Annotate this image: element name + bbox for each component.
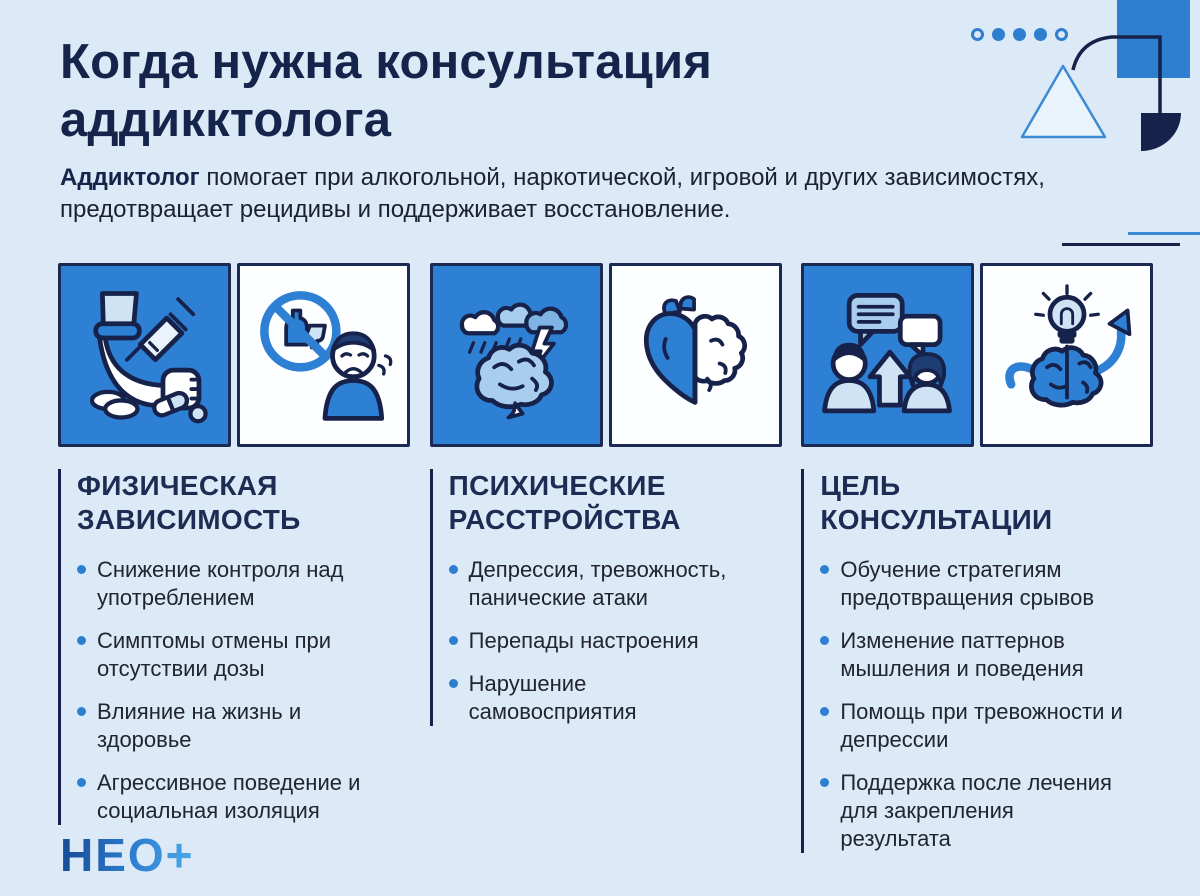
list-item (449, 556, 787, 612)
bullet-dot-icon (449, 679, 458, 688)
column-consultation-goal (801, 263, 1158, 853)
dot-outline-icon (971, 28, 984, 41)
tile-brain-bulb (980, 263, 1153, 447)
bullet-dot-icon (820, 778, 829, 787)
heading-line: ЗАВИСИМОСТЬ (77, 504, 301, 536)
bullet-dot-icon (449, 636, 458, 645)
column-heading (77, 469, 415, 537)
tile-row (801, 263, 1158, 447)
tile-storm-brain (430, 263, 603, 447)
column-heading (449, 469, 787, 537)
column-physical-dependence (58, 263, 415, 853)
list-item (77, 769, 415, 825)
list-item (77, 556, 415, 612)
bullet-list (77, 556, 415, 825)
column-mental-disorders (430, 263, 787, 853)
intro-term: Аддиктолог (60, 164, 200, 191)
decor-line-light (1128, 232, 1200, 235)
list-item (820, 556, 1158, 612)
heading-line: КОНСУЛЬТАЦИИ (820, 504, 1053, 536)
bullet-dot-icon (820, 565, 829, 574)
bullet-dot-icon (820, 707, 829, 716)
bullet-dot-icon (77, 636, 86, 645)
bullet-text: Снижение контроля над употреблением (97, 557, 344, 611)
decor-curved-line (1073, 37, 1160, 113)
heading-line: ФИЗИЧЕСКАЯ (77, 470, 278, 501)
bullet-dot-icon (77, 565, 86, 574)
bullet-list (820, 556, 1158, 852)
people-dialog-icon (817, 280, 959, 430)
column-text-block (801, 469, 1158, 853)
bullet-dot-icon (449, 565, 458, 574)
column-text-block (430, 469, 787, 726)
tile-heart-brain (609, 263, 782, 447)
injection-arm-icon (74, 280, 216, 430)
bullet-list (449, 556, 787, 726)
intro-text: помогает при алкогольной, наркотической, игровой и других зависимостях, предотвращает рецидивы и поддерживает восстановление. (60, 164, 1045, 224)
tile-no-alcohol (237, 263, 410, 447)
column-heading (820, 469, 1158, 537)
bullet-text: Обучение стратегиям предотвращения срывов (840, 557, 1095, 611)
tile-people-dialog (801, 263, 974, 447)
tile-row (430, 263, 787, 447)
bullet-text: Влияние на жизнь и здоровье (97, 699, 302, 752)
no-alcohol-sad-person-icon (253, 280, 395, 430)
list-item (77, 627, 415, 683)
bullet-text: Перепады настроения (468, 628, 699, 654)
columns-grid (58, 263, 1158, 853)
list-item (820, 769, 1158, 853)
list-item (77, 698, 415, 754)
intro-paragraph (60, 162, 1050, 227)
tile-row (58, 263, 415, 447)
bullet-dot-icon (77, 707, 86, 716)
bullet-text: Помощь при тревожности и депрессии (840, 699, 1123, 752)
bullet-text: Поддержка после лечения для закрепления результата (840, 769, 1112, 851)
list-item (820, 627, 1158, 683)
triangle-icon (1022, 66, 1105, 137)
column-text-block (58, 469, 415, 825)
bullet-text: Агрессивное поведение и социальная изоляция (97, 769, 361, 823)
brain-bulb-arrow-icon (996, 280, 1138, 430)
heading-line: ЦЕЛЬ (820, 470, 901, 501)
heart-brain-icon (624, 280, 766, 430)
neo-plus-logo: НЕО+ (60, 829, 195, 881)
bullet-text: Нарушение самовосприятия (468, 671, 637, 725)
list-item (820, 698, 1158, 754)
bullet-text: Изменение паттернов мышления и поведения (840, 628, 1084, 682)
decor-line-navy (1062, 243, 1180, 246)
heading-line: РАССТРОЙСТВА (448, 504, 681, 536)
page-title: Когда нужна консультация аддикктолога (60, 35, 713, 147)
bullet-text: Симптомы отмены при отсутствии дозы (97, 628, 332, 682)
heading-line: ПСИХИЧЕСКИЕ (448, 470, 666, 501)
list-item (449, 670, 787, 726)
bullet-dot-icon (820, 636, 829, 645)
list-item (449, 627, 787, 655)
tile-injection (58, 263, 231, 447)
storm-brain-icon (445, 280, 587, 430)
bullet-text: Депрессия, тревожность, панические атаки (468, 557, 727, 611)
bullet-dot-icon (77, 778, 86, 787)
